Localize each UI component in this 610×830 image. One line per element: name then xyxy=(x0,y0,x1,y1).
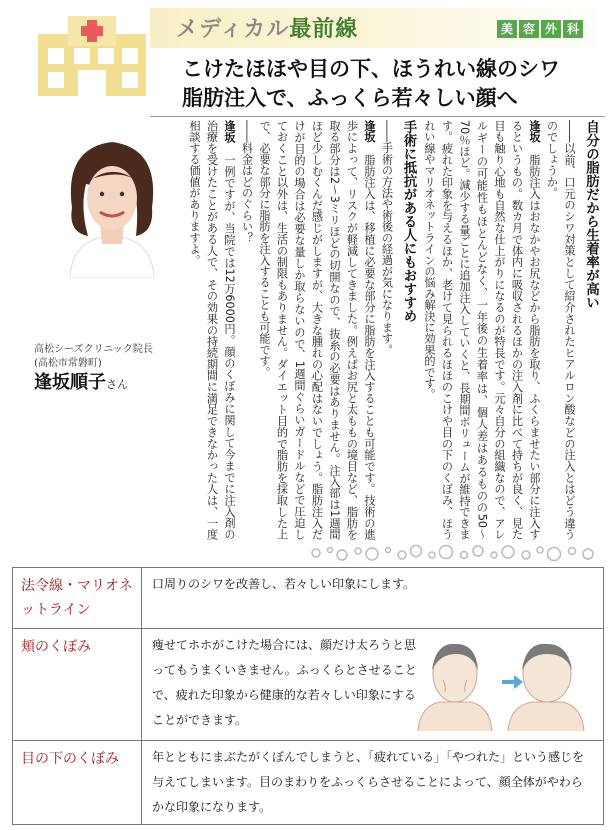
doctor-honorific: さん xyxy=(106,378,128,391)
question-1: ――以前、口元のシワ対策として紹介されたヒアルロン酸などの注入とはどう違うのでしょうか。 xyxy=(545,120,576,540)
table-row xyxy=(13,568,604,629)
answer-3: 逢坂 一例ですが、当院では12万6000円。顔のくぼみに関して今までに注入剤の治療を受けたことがある人で、その効果の持続期間に満足できなかった人は、一度相談する価値がありますよ。 xyxy=(188,120,236,540)
doctor-clinic: 高松シーズクリニック院長 xyxy=(34,344,153,355)
answer-1: 逢坂 脂肪注入はおなかやお尻などから脂肪を取り、ふくらませたい部分に注入するというもの。数カ月で体内に吸収されるほかの注入剤に比べて持ちが良く、見た目も触り心地も自然な仕上がりになるのが特長です。元々自分の組織なので、アレルギーの可能性もほとんどなく、一年後の生着率は、個人差はあるものの50〜70％ほど。減少する量ごとに追加注入していくと、長期間ボリュームが維持できます。疲れた印象を与えるほか、老けて見られるほほのこけや目の下のくぼみ、ほうれい線やマリオネットラインの悩み解決に効果的です。 xyxy=(423,120,541,540)
dept-badge: 科 xyxy=(563,20,583,38)
row-heading: 法令線・マリオネットライン xyxy=(13,568,142,629)
doctor-name: 逢坂順子さん xyxy=(34,372,128,393)
article-subhead-2: 手術に抵抗がある人にもおすすめ xyxy=(400,120,417,323)
header-divider xyxy=(150,116,605,117)
dept-badge: 容 xyxy=(519,20,539,38)
headline xyxy=(182,54,560,112)
row-description: 口周りのシワを改善し、若々しい印象にします。 xyxy=(142,568,604,629)
row-heading: 目の下のくぼみ xyxy=(13,741,142,825)
decorative-bubbles xyxy=(308,542,604,564)
row-description: 年とともにまぶたがくぼんでしまうと、「疲れている」「やつれた」という感じを与えてしまいます。目のまわりをふっくらさせることによって、顔全体がやわらかな印象になります。 xyxy=(142,741,604,825)
series-title: メディカル最前線 xyxy=(176,17,359,42)
dept-badge: 美 xyxy=(497,20,517,38)
question-2: ――手術の方法や術後の経過が気になります。 xyxy=(380,120,394,356)
doctor-portrait xyxy=(50,128,174,278)
before-after-face-illustration xyxy=(410,636,590,731)
question-3: ――料金はどのぐらい？ xyxy=(240,120,254,244)
department-badges xyxy=(497,20,583,38)
face-before-icon xyxy=(418,644,492,731)
hospital-building-icon xyxy=(38,6,146,96)
headline-line-1: こけたほほや目の下、ほうれい線のシワ xyxy=(182,56,560,81)
dept-badge: 外 xyxy=(541,20,561,38)
arrow-right-icon xyxy=(502,675,523,689)
series-title-highlight: 最前線 xyxy=(289,17,359,42)
article-subhead-1: 自分の脂肪だから生着率が高い xyxy=(583,120,599,309)
doctor-location: (高松市常磐町) xyxy=(34,358,102,369)
article-body xyxy=(178,120,603,540)
face-after-icon xyxy=(508,644,584,731)
row-heading: 頬のくぼみ xyxy=(13,629,142,741)
table-row xyxy=(13,741,604,825)
answer-2: 逢坂 脂肪注入は、移植に必要な部分に脂肪を注入することも可能です。技術の進歩によって、リスクが軽減してきました。例えばお尻と太ももの境目など、脂肪を取る部分は2〜3ミリほどの切開なので、抜糸の必要はありません。注入部は1週間ほど少しむくんだ感じがしますが、大きな腫れの心配はないでしょう。脂肪注入だけが目的の場合は必要な量しか取らないので、1週間ぐらいガードルなどで圧迫しておくこと以外は、生活の制限もありません。ダイエット目的で脂肪を採取した上で、必要な部分に脂肪を注入することも可能です。 xyxy=(258,120,376,540)
headline-line-2: 脂肪注入で、ふっくら若々しい顔へ xyxy=(182,85,518,110)
row-description-text: 痩せてホホがこけた場合には、顔だけ太ろうと思ってもうまくいきません。ふっくらとさせることで、疲れた印象から健康的な若々しい印象にすることができます。 xyxy=(152,638,417,727)
